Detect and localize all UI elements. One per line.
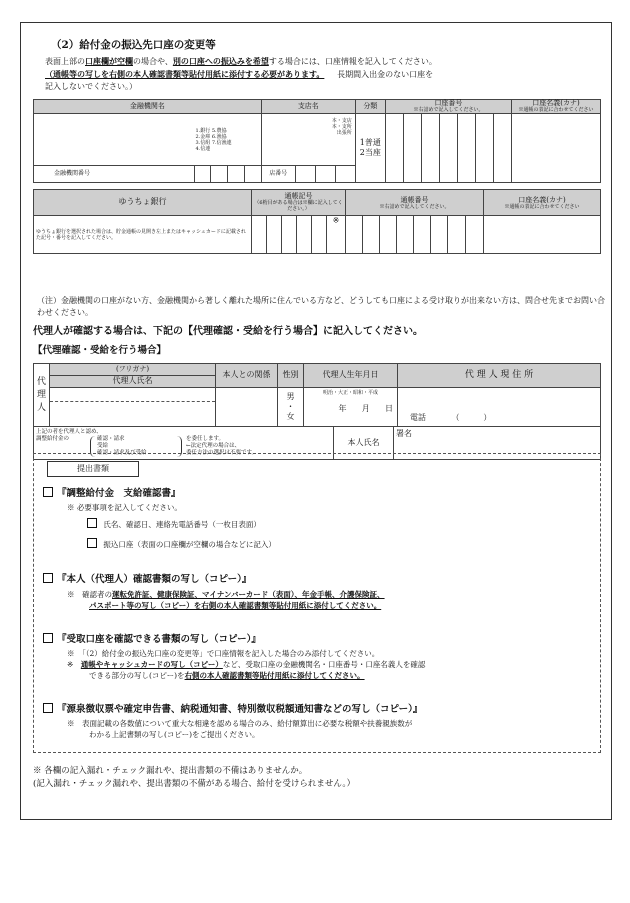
account-digit-4[interactable] (439, 114, 457, 183)
account-digit-3[interactable] (421, 114, 439, 183)
header-account-number-label: 口座番号 (434, 99, 463, 107)
bank-name-input[interactable] (34, 114, 194, 166)
yucho-symbol-digit[interactable] (282, 216, 297, 254)
sex-male-option[interactable]: 男 (286, 392, 295, 401)
branch-code-digit[interactable] (316, 166, 335, 182)
account-digit-5[interactable] (457, 114, 475, 183)
intro-emphasis: 別の口座への振込みを希望 (172, 56, 269, 66)
intro-emphasis: 口座欄が空欄 (85, 56, 133, 66)
bank-type-option[interactable]: 4.信連 (195, 145, 211, 152)
account-holder-input[interactable] (512, 114, 601, 183)
bank-type-option[interactable]: 6.漁協 (211, 133, 227, 140)
day-label: 日 (385, 404, 393, 413)
proxy-section-title: 【代理確認・受給を行う場合】 (33, 345, 167, 356)
bank-code-digit[interactable] (210, 166, 227, 182)
yucho-number-digit[interactable] (346, 216, 363, 254)
intro-text (45, 55, 605, 93)
doc-2-note-emphasis: 運転免許証、健康保険証、マイナンバーカード（表面）、年金手帳、介護保険証、 (112, 590, 385, 600)
no-account-note: （注）金融機関の口座がない方、金融機関から著しく離れた場所に住んでいる方など、どうしても口座による受け取りが出来ない方は、問合せ先までお問い合わせください。 (37, 296, 605, 317)
bank-type-option[interactable]: 7.信漁連 (211, 139, 232, 146)
branch-name-input[interactable] (261, 114, 355, 166)
header-yucho-holder-note: ※通帳の表記に合わせてください (504, 203, 580, 210)
doc-2-note: ※ 確認者の (67, 590, 112, 600)
doc-1-sub-checkbox-1[interactable] (87, 518, 97, 528)
principal-name-label: 本人氏名 (334, 427, 394, 460)
proxy-name-field[interactable] (50, 402, 215, 426)
sex-female-option[interactable]: 女 (286, 412, 295, 421)
month-label: 月 (361, 404, 370, 413)
header-furigana: (フリガナ) (50, 364, 216, 376)
header-birthdate: 代理人生年月日 (304, 364, 398, 388)
intro-text-part: する場合には、口座情報を記入してください。 (268, 57, 437, 66)
doc-4-title: 『源泉徴収票や確定申告書、納税通知書、特別徴収税額通知書などの写し（コピー）』 (57, 704, 423, 715)
account-kind-ordinary[interactable]: 1普通 (359, 137, 381, 147)
bank-code-digit[interactable] (244, 166, 261, 182)
delegation-line: 上記の者を代理人と認め、 (36, 429, 102, 435)
proxy-side-label (34, 364, 50, 427)
proxy-address-input[interactable] (398, 388, 601, 427)
phone-area-code[interactable]: （ ） (451, 412, 492, 422)
yucho-note: ゆうちょ銀行を選択された場合は、貯金通帳の見開き左上またはキャッシュカードに記載された記号・番号を記入してください。 (34, 216, 252, 254)
yucho-number-digit[interactable] (397, 216, 414, 254)
doc-item-2 (43, 573, 593, 611)
doc-2-title: 『本人（代理人）確認書類の写し（コピー）』 (57, 574, 252, 585)
phone-label: 電話 (410, 412, 426, 422)
bank-type-list (194, 114, 262, 166)
doc-2-checkbox[interactable] (43, 573, 53, 583)
yucho-symbol-digit[interactable] (297, 216, 312, 254)
documents-title: 提出書類 (47, 461, 139, 477)
proxy-side-char: 代 (36, 376, 46, 387)
doc-4-checkbox[interactable] (43, 703, 53, 713)
intro-text-part: 長期間入出金のない口座を (337, 70, 434, 79)
bank-type-option[interactable]: 2.金庫 (195, 133, 211, 140)
bank-code-label: 金融機関番号 (34, 166, 194, 183)
doc-3-note-emphasis: 右側の本人確認書類等貼付用紙に添付してください。 (184, 671, 365, 681)
doc-item-4 (43, 703, 603, 740)
bank-type-option[interactable]: 3.信組 (195, 139, 211, 146)
doc-1-note: ※ 必要事項を記入してください。 (67, 503, 182, 513)
sex-separator: ・ (286, 402, 295, 411)
yucho-number-digit[interactable] (448, 216, 466, 254)
delegation-line: を委任します。 (186, 436, 225, 442)
header-proxy-name: 代理人氏名 (50, 376, 216, 388)
yucho-symbol-digit[interactable] (267, 216, 282, 254)
form-page (20, 22, 612, 820)
final-check-line-1: ※ 各欄の記入漏れ・チェック漏れや、提出書類の不備はありませんか。 (33, 766, 308, 776)
delegation-line: 調整給付金の (36, 436, 70, 442)
bank-account-table (33, 99, 601, 183)
account-digit-1[interactable] (385, 114, 403, 183)
header-account-kind: 分類 (355, 100, 385, 114)
proxy-side-char: 人 (36, 402, 46, 413)
delegation-option-confirm[interactable]: 確認・請求 (97, 436, 125, 442)
final-check-line-2: (記入漏れ・チェック漏れや、提出書類の不備がある場合、給付を受けられません。） (33, 779, 356, 789)
account-kind-options (355, 114, 385, 183)
branch-type-option[interactable]: 本・支店 (331, 118, 352, 124)
header-yucho-number-label: 通帳番号 (400, 195, 429, 204)
header-account-number-note: ※右詰めで記入してください。 (413, 107, 484, 113)
header-yucho-number (346, 190, 484, 216)
bank-code-digit[interactable] (194, 166, 211, 182)
branch-type-option[interactable]: 出張所 (336, 130, 352, 136)
doc-item-3 (43, 633, 593, 681)
bank-code-digit[interactable] (227, 166, 244, 182)
proxy-lead: 代理人が確認する場合は、下記の【代理確認・受給を行う場合】に記入してください。 (33, 326, 423, 337)
proxy-sex-options (278, 388, 304, 427)
doc-2-note-emphasis: パスポート等の写し（コピー）を右側の本人確認書類等貼付用紙に添付してください。 (89, 601, 382, 611)
bank-type-option[interactable]: 1.銀行 (195, 127, 211, 134)
yucho-symbol-digit[interactable] (312, 216, 327, 254)
intro-text-part: 表面上部の (45, 57, 85, 66)
doc-1-checkbox[interactable] (43, 487, 53, 497)
yucho-number-digit[interactable] (431, 216, 448, 254)
account-kind-current[interactable]: 2当座 (359, 148, 381, 157)
doc-1-sub-label-2: 振込口座（表面の口座欄が空欄の場合などに記入） (103, 540, 276, 550)
yucho-number-digit[interactable] (363, 216, 380, 254)
doc-4-note-1: ※ 表面記載の各数値について重大な相違を認める場合のみ、給付額算出に必要な税額や扶養親族数が (67, 719, 413, 729)
header-address: 代 理 人 現 住 所 (398, 364, 601, 388)
doc-3-note-2: ※ (67, 660, 81, 670)
intro-emphasis: （通帳等の写しを右側の本人確認書類等貼付用紙に添付する必要があります。 (45, 69, 325, 79)
proxy-relation-input[interactable] (216, 388, 278, 427)
header-relation: 本人との関係 (216, 364, 278, 388)
yucho-symbol-digit[interactable] (252, 216, 267, 254)
header-yucho-holder-label: 口座名義(カナ) (518, 195, 566, 204)
delegation-line: ←法定代理の場合は、 (186, 443, 241, 449)
yucho-holder-input[interactable] (484, 216, 601, 254)
yucho-number-digit[interactable] (380, 216, 397, 254)
proxy-name-input[interactable] (50, 388, 216, 427)
delegation-line: 委任方法の選択は不要です。 (186, 450, 258, 456)
header-yucho-symbol-note: （6桁目がある場合は※欄に記入してください。） (254, 200, 343, 212)
doc-3-note-2: できる部分の写し(コピー)を (89, 671, 185, 681)
section-title: （2）給付金の振込先口座の変更等 (51, 39, 216, 51)
era-options[interactable]: 明治・大正・昭和・平成 (322, 390, 378, 396)
header-account-holder-note: ※通帳の表記に合わせてください (518, 107, 594, 113)
proxy-side-char: 理 (36, 389, 46, 400)
branch-code-digit[interactable] (295, 166, 315, 183)
header-bank-name: 金融機関名 (34, 100, 262, 114)
branch-code-digits[interactable] (315, 166, 355, 183)
doc-3-note-1: ※ 「（2）給付金の振込先口座の変更等」で口座情報を記入した場合のみ添付してください。 (67, 649, 380, 659)
doc-3-checkbox[interactable] (43, 633, 53, 643)
yucho-account-table (33, 189, 601, 254)
header-account-holder (512, 100, 601, 114)
year-label: 年 (338, 404, 347, 413)
proxy-furigana-input[interactable] (50, 388, 215, 402)
bank-code-input[interactable] (194, 166, 262, 183)
header-account-holder-label: 口座名義(カナ) (532, 99, 580, 107)
doc-1-sub-label-1: 氏名、確認日、連絡先電話番号（一枚目表面） (103, 520, 261, 530)
doc-3-note-emphasis: 通帳やキャッシュカードの写し（コピー） (80, 660, 223, 670)
doc-item-1 (43, 487, 593, 550)
header-yucho-holder (484, 190, 601, 216)
account-digit-6[interactable] (475, 114, 493, 183)
header-yucho-bank: ゆうちょ銀行 (34, 190, 252, 216)
branch-code-label: 店番号 (261, 166, 295, 183)
yucho-number-digit[interactable] (414, 216, 431, 254)
branch-type-option[interactable]: 本・支所 (331, 124, 352, 130)
doc-1-title: 『調整給付金 支給確認書』 (57, 488, 181, 499)
yucho-number-digit[interactable] (466, 216, 484, 254)
final-check-note (33, 765, 355, 791)
header-sex: 性別 (278, 364, 304, 388)
doc-3-note-2: など、受取口座の金融機関名・口座番号・口座名義人を確認 (222, 660, 426, 670)
doc-3-title: 『受取口座を確認できる書類の写し（コピー）』 (57, 634, 261, 645)
proxy-table (33, 363, 601, 427)
header-account-number (385, 100, 511, 114)
header-yucho-symbol (252, 190, 346, 216)
branch-code-digit[interactable] (335, 166, 355, 182)
header-branch-name: 支店名 (261, 100, 355, 114)
signature-label: 署名 (396, 429, 412, 438)
header-yucho-number-note: ※右詰めで記入してください。 (379, 203, 450, 210)
doc-4-note-2: わかる上記書類の写し(コピー)をご提出ください。 (89, 730, 260, 740)
account-digit-2[interactable] (403, 114, 421, 183)
proxy-birthdate-input[interactable] (304, 388, 398, 427)
delegation-option-both[interactable]: 確認・請求及び受給 (97, 450, 147, 456)
doc-1-sub-checkbox-2[interactable] (87, 538, 97, 548)
bank-type-option[interactable]: 5.農協 (211, 127, 227, 134)
yucho-symbol-extra[interactable]: ※ (327, 216, 346, 254)
intro-text-part: 記入しないでください。） (45, 82, 137, 91)
delegation-option-receive[interactable]: 受給 (97, 443, 109, 449)
account-digit-7[interactable] (494, 114, 512, 183)
header-yucho-symbol-label: 通帳記号 (284, 192, 313, 200)
intro-text-part: の場合や、 (133, 57, 173, 66)
